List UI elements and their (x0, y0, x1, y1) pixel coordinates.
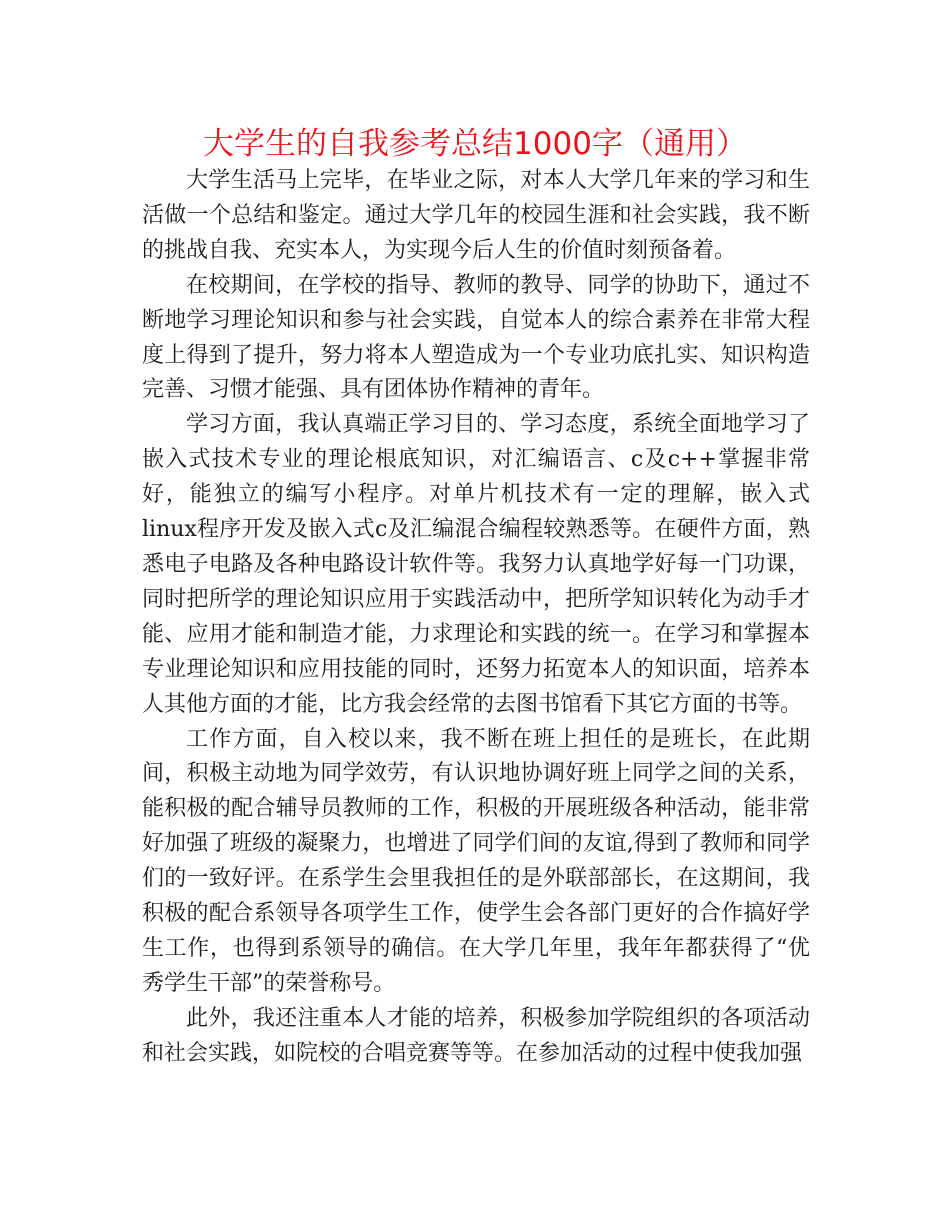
paragraph-intro: 大学生活马上完毕，在毕业之际，对本人大学几年来的学习和生活做一个总结和鉴定。通过大学几年的校园生涯和社会实践，我不断的挑战自我、充实本人，为实现今后人生的价值时刻预备着。 (142, 168, 810, 263)
paragraph-activities: 此外，我还注重本人才能的培养，积极参加学院组织的各项活动和社会实践，如院校的合唱竞赛等等。在参加活动的过程中使我加强 (142, 1005, 810, 1066)
document-title: 大学生的自我参考总结1000字（通用） (203, 126, 747, 162)
paragraph-school-period: 在校期间，在学校的指导、教师的教导、同学的协助下，通过不断地学习理论知识和参与社会实践，自觉本人的综合素养在非常大程度上得到了提升，努力将本人塑造成为一个专业功底扎实、知识构造完善、习惯才能强、具有团体协作精神的青年。 (142, 272, 810, 403)
paragraph-work: 工作方面，自入校以来，我不断在班上担任的是班长，在此期间，积极主动地为同学效劳，有认识地协调好班上同学之间的关系，能积极的配合辅导员教师的工作，积极的开展班级各种活动，能非常好加强了班级的凝聚力，也增进了同学们间的友谊,得到了教师和同学们的一致好评。在系学生会里我担任的是外联部部长，在这期间，我积极的配合系领导各项学生工作，使学生会各部门更好的合作搞好学生工作，也得到系领导的确信。在大学几年里，我年年都获得了“优秀学生干部”的荣誉称号。 (142, 726, 810, 996)
paragraph-study: 学习方面，我认真端正学习目的、学习态度，系统全面地学习了嵌入式技术专业的理论根底知识，对汇编语言、c及c++掌握非常好，能独立的编写小程序。对单片机技术有一定的理解，嵌入式linux程序开发及嵌入式c及汇编混合编程较熟悉等。在硬件方面，熟悉电子电路及各种电路设计软件等。我努力认真地学好每一门功课，同时把所学的理论知识应用于实践活动中，把所学知识转化为动手才能、应用才能和制造才能，力求理论和实践的统一。在学习和掌握本专业理论知识和应用技能的同时，还努力拓宽本人的知识面，培养本人其他方面的才能，比方我会经常的去图书馆看下其它方面的书等。 (142, 412, 810, 717)
document-body (142, 164, 810, 1072)
